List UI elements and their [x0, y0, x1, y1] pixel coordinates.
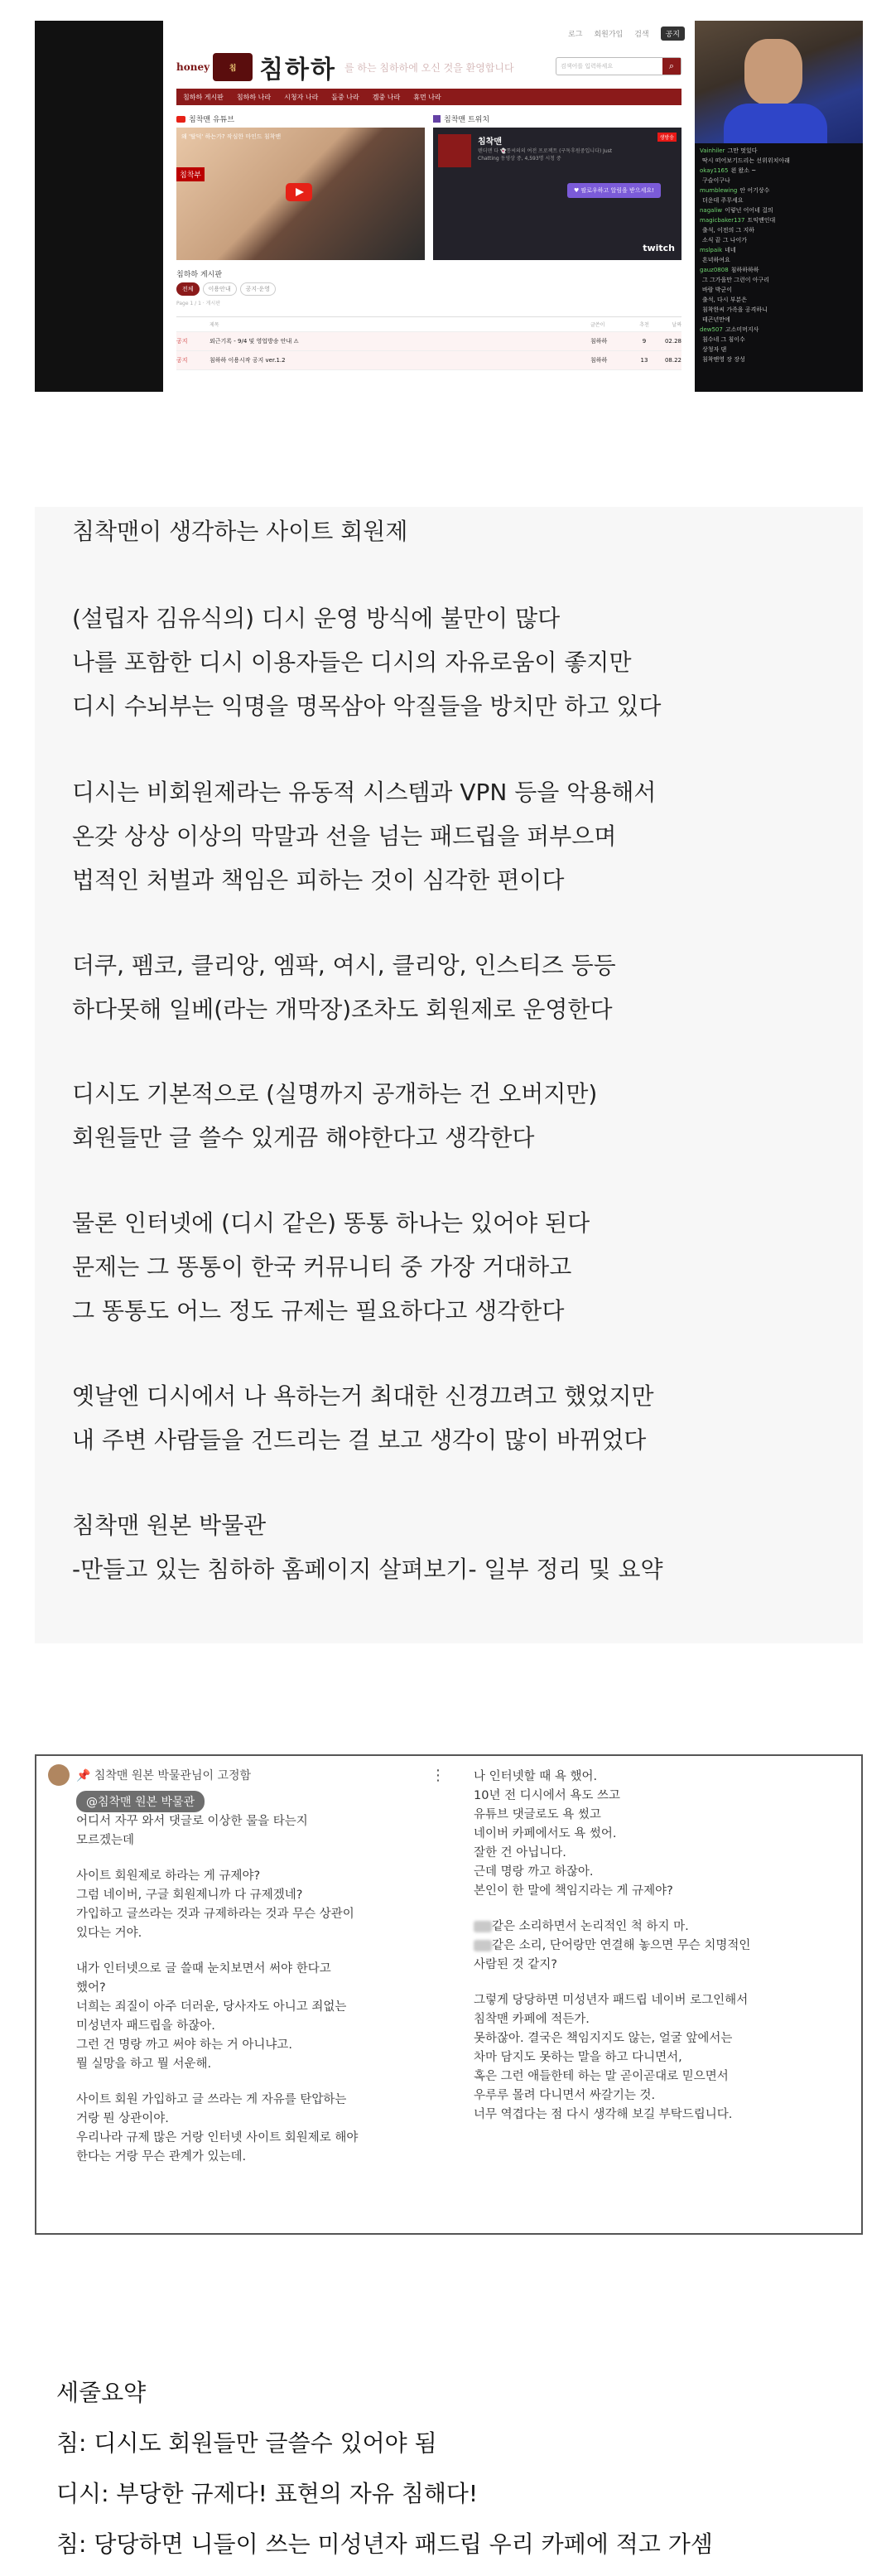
text-line: 침착맨 원본 박물관 [72, 1512, 267, 1539]
streamer-shirt [724, 104, 827, 143]
comment-line [474, 1918, 855, 1937]
chat-username[interactable]: Vainhiler [700, 147, 725, 154]
text-line: 하다못해 일베(라는 개막장)조차도 회원제로 운영한다 [72, 996, 613, 1023]
comment-line [76, 2148, 446, 2167]
nav-item[interactable]: 침하하 나라 [236, 93, 272, 101]
pinned-comment-screenshot [35, 1754, 863, 2235]
comment-line [474, 1937, 855, 1956]
comment-text: 가입하고 글쓰라는 것과 규제하라는 것과 무슨 상관이 [76, 1908, 354, 1921]
comment-line [76, 1831, 446, 1850]
comment-text: 했어? [76, 1981, 106, 1995]
youtube-panel [176, 113, 425, 260]
comment-body-right [474, 1768, 855, 2125]
comment-text: 한다는 거랑 무슨 관계가 있는데. [76, 2150, 247, 2164]
comment-line [76, 2110, 446, 2129]
comment-line [76, 1867, 446, 1886]
author-badge[interactable]: @침착맨 원본 박물관 [76, 1791, 205, 1812]
video-caption: 왜 '탈덕' 하는가? 작심한 마인드 침착맨 [181, 133, 282, 140]
comment-line [76, 1905, 446, 1924]
text-line: 옛날엔 디시에서 나 욕하는거 최대한 신경끄려고 했었지만 [72, 1382, 654, 1410]
chat-message [700, 235, 858, 245]
chat-text: 그 그가을만 그런이 아구리 [702, 277, 770, 283]
comment-text: 사람된 것 같지? [474, 1958, 557, 1971]
panel-title: 침착맨 트위치 [444, 116, 490, 124]
channel-avatar [438, 134, 471, 167]
site-logo[interactable]: 침하하 [259, 55, 337, 84]
comment-text: 그렇게 당당하면 미성년자 패드립 네이버 로그인해서 [474, 1994, 749, 2007]
comment-text: 거랑 뭔 상관이야. [76, 2112, 169, 2125]
twitch-icon [433, 115, 441, 123]
nav-item[interactable]: 돌중 나라 [331, 93, 359, 101]
stream-description: 텐더맨 다 👻통씨의의 여전 프로젝트 (구독후원중입니다) Just Chatting 동영상 중, 4,593명 시청 중 [478, 148, 613, 162]
comment-text: 너희는 죄질이 아주 더러운, 당사자도 아니고 죄없는 [76, 2000, 347, 2014]
comment-text: 같은 소리, 단어랑만 연결해 놓으면 무슨 치명적인 [492, 1939, 751, 1952]
paragraph [72, 1503, 850, 1591]
chat-message [700, 255, 858, 265]
chat-text: 침착한씨 가족을 공격하니 [702, 306, 768, 313]
comment-text: 너무 역겹다는 점 다시 생각해 보길 부탁드립니다. [474, 2108, 733, 2121]
chat-message [700, 176, 858, 186]
stream-overlay [695, 21, 863, 392]
chat-message [700, 195, 858, 205]
chimhaha-site [163, 21, 695, 392]
comment-line [474, 2010, 855, 2029]
board-meta: Page 1 / 1 · 게시판 [176, 301, 221, 306]
site-nav [176, 89, 681, 105]
chat-message [700, 265, 858, 275]
avatar[interactable] [48, 1764, 70, 1786]
chat-username[interactable]: dew507 [700, 326, 723, 333]
comment-line [474, 2029, 855, 2048]
comment-line [76, 1960, 446, 1979]
webcam-feed [695, 21, 863, 143]
chat-text: 침하하하하 [730, 267, 759, 273]
comment-text: 혹은 그런 애들한테 하는 말 곧이곧대로 믿으면서 [474, 2070, 729, 2083]
comment-line [76, 2129, 446, 2148]
comment-line [474, 1956, 855, 1975]
comment-line [474, 1787, 855, 1806]
comment-right-column [474, 1768, 855, 2125]
comment-line [474, 1882, 855, 1901]
chat-message [700, 295, 858, 305]
comment-text: 뭘 실망을 하고 뭘 서운해. [76, 2057, 212, 2071]
search-input[interactable]: 검색어를 입력하세요 [561, 63, 614, 70]
chat-text: 침착맨영 장 장성 [702, 356, 745, 363]
logo-faded-text: 를 하는 침하하에 오신 것을 환영합니다 [344, 61, 514, 74]
text-line: 회원들만 글 쓸수 있게끔 해야한다고 생각한다 [72, 1124, 535, 1151]
chat-message [700, 345, 858, 355]
comment-line [474, 1768, 855, 1787]
comment-text: 본인이 한 말에 책임지라는 게 규제야? [474, 1884, 673, 1898]
chat-text: 출석, 다시 부분은 [702, 297, 748, 303]
summary-line: 침: 당당하면 니들이 쓰는 미성년자 패드립 우리 카페에 적고 가셈 [56, 2530, 713, 2558]
chat-message [700, 186, 858, 195]
chat-message [700, 335, 858, 345]
top-link[interactable]: 회원가입 [594, 30, 624, 39]
board-tab[interactable]: 공지·운영 [240, 282, 276, 296]
comment-text: 나 인터넷할 때 욕 했어. [474, 1770, 598, 1783]
redacted-word [474, 1940, 492, 1951]
play-icon[interactable] [286, 183, 312, 201]
chat-text: 바람 박군이 [702, 287, 733, 293]
summary-line: 침: 디시도 회원들만 글쓸수 있어야 됨 [56, 2429, 437, 2457]
comment-text: 어디서 자꾸 와서 댓글로 이상한 물을 타는지 [76, 1815, 308, 1828]
chat-username[interactable]: nagaliw [700, 207, 723, 214]
text-line: 그 똥통도 어느 정도 규제는 필요하다고 생각한다 [72, 1297, 565, 1324]
site-search[interactable] [556, 57, 681, 75]
paragraph [72, 596, 850, 728]
twitch-logo: twitch [643, 243, 675, 253]
paragraph [72, 770, 850, 902]
chat-text: 상청자 댄 [702, 346, 727, 353]
comment-line [76, 2091, 446, 2110]
chat-text: 침수네 그 침이수 [702, 336, 745, 343]
comment-text: 그런 건 명랑 까고 써야 하는 거 아니냐고. [76, 2038, 292, 2052]
comment-left-column [48, 1764, 446, 2167]
chat-username[interactable]: mumblewing [700, 187, 738, 194]
logo-icon[interactable]: 침 [213, 53, 253, 81]
chat-text: 네네 [725, 247, 736, 253]
chat-message [700, 285, 858, 295]
nav-item[interactable]: 휴먼 나라 [413, 93, 441, 101]
text-line: 디시도 기본적으로 (실명까지 공개하는 건 오버지만) [72, 1080, 598, 1107]
table-row[interactable]: 공지 침하하 이용시작 공지 ver.1.2 침하하 13 08.22 [176, 351, 681, 370]
text-line: (설립자 김유식의) 디시 운영 방식에 불만이 많다 [72, 605, 561, 632]
chat-message [700, 225, 858, 235]
comment-line [474, 2106, 855, 2125]
board-tab[interactable]: 전체 [176, 282, 200, 296]
youtube-thumbnail[interactable] [176, 128, 425, 260]
comment-header [48, 1764, 446, 1786]
top-link[interactable]: 공지 [661, 27, 685, 41]
chat-text: 구슬이구나 [702, 177, 730, 184]
text-line: 나를 포함한 디시 이용자들은 디시의 자유로움이 좋지만 [72, 649, 632, 676]
comment-text: 사이트 회원제로 하라는 게 규제야? [76, 1869, 261, 1883]
pinned-label: 📌 침착맨 원본 박물관님이 고정함 [76, 1769, 252, 1782]
comment-text: 유튜브 댓글로도 욕 썼고 [474, 1808, 601, 1821]
follow-button[interactable]: ♥ 팔로우하고 알림을 받으세요! [567, 183, 661, 198]
text-line: 물론 인터넷에 (디시 같은) 똥통 하나는 있어야 된다 [72, 1209, 590, 1237]
site-header [163, 46, 695, 89]
chat-username[interactable]: gauz0808 [700, 267, 729, 273]
chat-text: 출석, 이전의 그 지하 [702, 227, 754, 234]
table-header: 제목 글쓴이 추천 날짜 [176, 317, 681, 332]
comment-line [474, 2048, 855, 2067]
text-line: -만들고 있는 침하하 홈페이지 살펴보기- 일부 정리 및 요약 [72, 1556, 663, 1583]
media-panels [163, 105, 695, 260]
chat-message [700, 315, 858, 325]
chat-text: 더운데 주무세요 [702, 197, 744, 204]
text-line: 디시 수뇌부는 익명을 명목삼아 악질들을 방치만 하고 있다 [72, 692, 662, 720]
comment-text: 우리나라 규제 많은 거랑 인터넷 사이트 회원제로 해야 [76, 2131, 359, 2144]
comment-text: 사이트 회원 가입하고 글 쓰라는 게 자유를 탄압하는 [76, 2093, 347, 2106]
comment-text: 있다는 거야. [76, 1927, 142, 1940]
comment-line [474, 2086, 855, 2106]
comment-line [76, 1979, 446, 1998]
table-row[interactable]: 공지 외근기록 - 9/4 및 영업방송 안내 ⚠ 침하하 9 02.28 [176, 332, 681, 351]
comment-line [76, 2017, 446, 2036]
chat-text: 이렇넌 어어네 걸의 [725, 207, 773, 214]
text-line: 법적인 처벌과 책임은 피하는 것이 심각한 편이다 [72, 866, 565, 894]
comment-line [474, 1806, 855, 1825]
text-line: 온갖 상상 이상의 막말과 선을 넘는 패드립을 퍼부으며 [72, 822, 617, 850]
board-tabs [163, 282, 695, 296]
comment-line [474, 1844, 855, 1863]
comment-line [76, 1812, 446, 1831]
logo-small-text: honey [176, 61, 210, 73]
comment-line [76, 2055, 446, 2074]
comment-text: 10년 전 디시에서 욕도 쓰고 [474, 1789, 620, 1802]
comment-text: 모르겠는데 [76, 1834, 135, 1847]
chat-message [700, 325, 858, 335]
chat-username[interactable]: magicbaker137 [700, 217, 745, 224]
video-tag: 침착부 [176, 167, 205, 181]
top-link[interactable]: 검색 [634, 30, 649, 39]
channel-name: 침착맨 [478, 137, 502, 147]
comment-text: 못하잖아. 결국은 책임지지도 않는, 얼굴 앞에서는 [474, 2032, 733, 2045]
board-table [176, 316, 681, 370]
redacted-word [474, 1921, 492, 1932]
paragraph [72, 509, 850, 553]
paragraph [72, 1072, 850, 1160]
chat-message [700, 146, 858, 156]
streamer-face [744, 39, 802, 105]
summary-line: 디시: 부당한 규제다! 표현의 자유 침해다! [56, 2480, 479, 2507]
chat-text: 흔녁하여요 [702, 257, 730, 263]
search-icon[interactable]: ⌕ [662, 58, 681, 75]
stream-chat [695, 143, 863, 367]
chat-text: 왼 왔소 ~ [730, 167, 757, 174]
comment-text: 차마 담지도 못하는 말을 하고 다니면서, [474, 2051, 682, 2064]
comment-text: 근데 명랑 까고 하잖아. [474, 1865, 594, 1879]
chat-username[interactable]: mslpaik [700, 247, 723, 253]
comment-text: 그럼 네이버, 구글 회원제니까 다 규제겠네? [76, 1889, 303, 1902]
chat-text: 소식 끝 그 나이가 [702, 237, 748, 244]
nav-item[interactable]: 침하하 게시판 [183, 93, 224, 101]
text-box [35, 507, 863, 1643]
comment-line [76, 1886, 446, 1905]
comment-line [474, 1863, 855, 1882]
comment-line [474, 2067, 855, 2086]
comment-text: 우루루 몰려 다니면서 싸갈기는 것. [474, 2089, 656, 2102]
chat-text: 고소미머지사 [725, 326, 759, 333]
youtube-icon [176, 116, 185, 123]
more-icon[interactable]: ⋮ [431, 1766, 446, 1784]
text-line: 침착맨이 생각하는 사이트 회원제 [72, 518, 408, 545]
nav-item[interactable]: 겜중 나라 [372, 93, 401, 101]
chat-message [700, 355, 858, 364]
site-stream-screenshot [35, 21, 863, 392]
text-line: 디시는 비회원제라는 유동적 시스템과 VPN 등을 악용해서 [72, 779, 657, 806]
comment-text: 잘한 건 아닙니다. [474, 1846, 566, 1860]
top-link[interactable]: 로그 [568, 30, 583, 39]
chat-message [700, 305, 858, 315]
comment-line [76, 1998, 446, 2017]
comment-text: 침착맨 카페에 적든가. [474, 2013, 590, 2026]
chat-message [700, 215, 858, 225]
paragraph [72, 943, 850, 1031]
comment-text: 같은 소리하면서 논리적인 척 하지 마. [492, 1920, 689, 1933]
chat-text: 그만 멋있다 [727, 147, 758, 154]
nav-item[interactable]: 시청자 나라 [284, 93, 319, 101]
board-tab[interactable]: 이용안내 [203, 282, 237, 296]
chat-message [700, 245, 858, 255]
chat-text: 안 어기상수 [739, 187, 770, 194]
chat-username[interactable]: okay1165 [700, 167, 729, 174]
site-top-links [163, 21, 695, 46]
comment-line [76, 1924, 446, 1943]
board-title: 침하하 게시판 [176, 271, 223, 279]
panel-title: 침착맨 유튜브 [189, 116, 235, 124]
text-line: 내 주변 사람들을 건드리는 걸 보고 생각이 많이 바뀌었다 [72, 1426, 647, 1454]
chat-message [700, 275, 858, 285]
summary [56, 2367, 868, 2569]
chat-message [700, 166, 858, 176]
comment-text: 미성년자 패드립을 하잖아. [76, 2019, 215, 2033]
chat-message [700, 205, 858, 215]
twitch-embed[interactable] [433, 128, 681, 260]
chat-text: 트익맨인대 [747, 217, 776, 224]
comment-line [474, 1825, 855, 1844]
paragraph [72, 1374, 850, 1462]
comment-body-left [76, 1812, 446, 2167]
text-line: 더쿠, 펨코, 클리앙, 엠팍, 여시, 클리앙, 인스티즈 등등 [72, 952, 616, 979]
paragraph [72, 1201, 850, 1333]
chat-message [700, 156, 858, 166]
twitch-panel [433, 113, 681, 260]
live-badge: 생방송 [657, 133, 677, 142]
comment-line [76, 2036, 446, 2055]
summary-title: 세줄요약 [56, 2379, 147, 2406]
comment-line [474, 1991, 855, 2010]
chat-text: 테곤년만에 [702, 316, 730, 323]
text-line: 문제는 그 똥통이 한국 커뮤니티 중 가장 거대하고 [72, 1253, 572, 1281]
comment-text: 내가 인터넷으로 글 쓸때 눈치보면서 써야 한다고 [76, 1962, 331, 1975]
chat-text: 딱시 떠어보기드리는 선위위치아래 [702, 157, 790, 164]
comment-text: 네이버 카페에서도 욕 썼어. [474, 1827, 617, 1840]
